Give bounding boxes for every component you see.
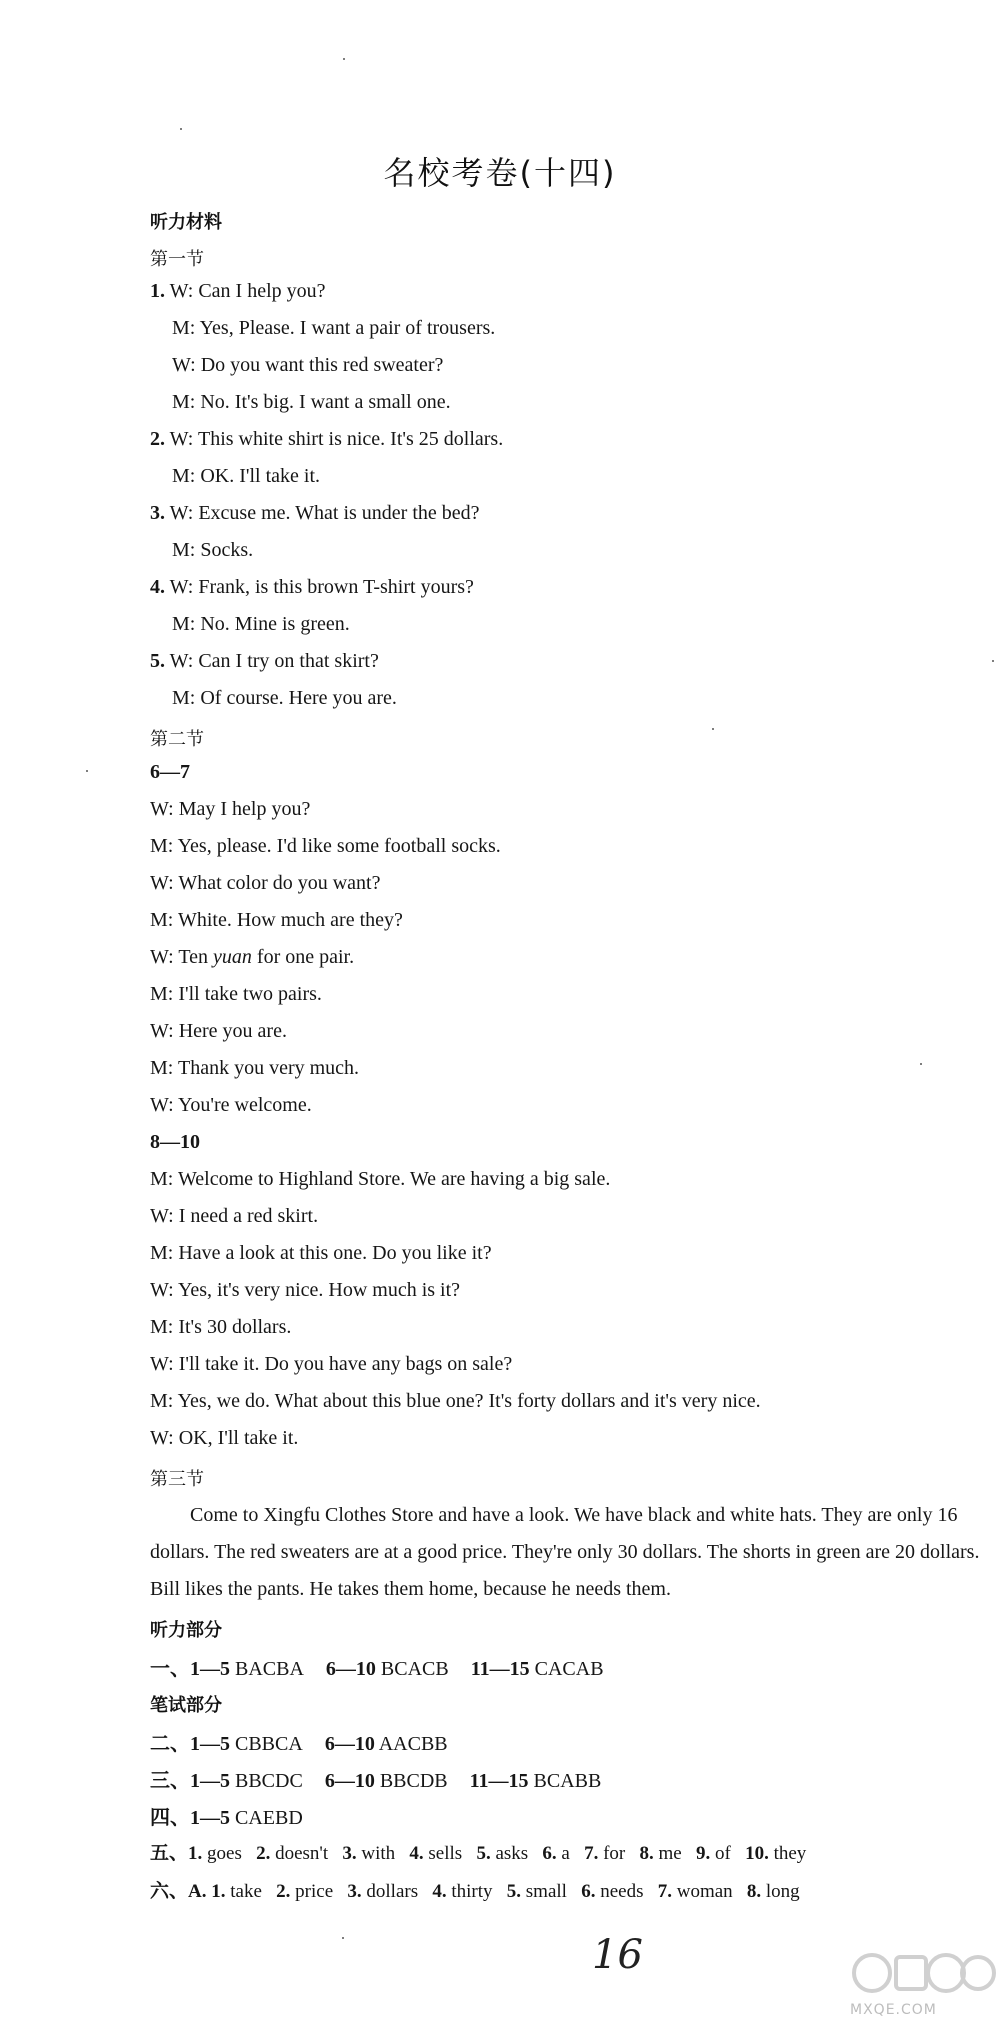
- scan-speck: [712, 728, 714, 730]
- dialog-text: W: Frank, is this brown T-shirt yours?: [169, 576, 474, 598]
- dialog-text: W: Excuse me. What is under the bed?: [169, 502, 480, 524]
- dialog-line: M: Yes, Please. I want a pair of trousers.: [172, 317, 496, 339]
- answer-range: 6—10: [325, 1658, 376, 1680]
- dialog-line: M: Socks.: [172, 539, 254, 561]
- answer-range: 1—5: [190, 1733, 230, 1755]
- answer-word: they: [773, 1843, 807, 1864]
- written-answers-heading: 笔试部分: [150, 1695, 222, 1716]
- answer-num: 5.: [506, 1881, 522, 1902]
- answer-num: 9.: [695, 1843, 711, 1864]
- answer-row-4: [150, 1801, 303, 1830]
- answer-word: goes: [207, 1843, 242, 1864]
- answer-num: 4.: [432, 1881, 447, 1902]
- dialog-line: W: Here you are.: [150, 1020, 287, 1042]
- listening-answers-heading: 听力部分: [150, 1620, 222, 1641]
- item-number: 5.: [150, 650, 165, 672]
- answer-word: long: [765, 1881, 800, 1902]
- dialog-line: W: OK, I'll take it.: [150, 1427, 299, 1449]
- dialog-line: [150, 280, 326, 303]
- dialog-line: W: You're welcome.: [150, 1094, 312, 1116]
- answer-num: 4.: [409, 1843, 424, 1864]
- dialog-line: [150, 576, 474, 599]
- answer-prefix: 一、: [150, 1658, 190, 1680]
- dialog-line: W: May I help you?: [150, 798, 311, 820]
- answer-num: 6.: [581, 1881, 596, 1902]
- dialog-line: [150, 650, 379, 673]
- dialog-line: W: What color do you want?: [150, 872, 381, 894]
- scan-speck: [86, 770, 88, 772]
- answer-row-1: [150, 1652, 604, 1681]
- dialog-line: M: Have a look at this one. Do you like it?: [150, 1242, 492, 1264]
- answer-row-2: [150, 1727, 448, 1756]
- answer-row-3: [150, 1764, 601, 1793]
- dialog-text: W: This white shirt is nice. It's 25 dollars.: [169, 428, 504, 450]
- listening-material-heading: 听力材料: [150, 212, 222, 233]
- answer-range: 1—5: [190, 1658, 230, 1680]
- italic-word: yuan: [213, 946, 252, 968]
- answer-value: BCACB: [380, 1658, 449, 1680]
- item-number: 3.: [150, 502, 165, 524]
- answer-word: asks: [495, 1843, 529, 1864]
- page-number: 16: [592, 1932, 643, 1978]
- item-number: 1.: [150, 280, 165, 302]
- answer-num: 1.: [211, 1881, 226, 1902]
- answer-row-5: [150, 1838, 806, 1865]
- answer-value: CACAB: [534, 1658, 604, 1680]
- item-number: 2.: [150, 428, 165, 450]
- answer-num: 2.: [256, 1843, 271, 1864]
- answer-sub: A.: [188, 1881, 207, 1902]
- answer-range: 1—5: [190, 1770, 230, 1792]
- part2-heading: 第二节: [150, 729, 204, 750]
- scan-speck: [992, 660, 994, 662]
- answer-num: 8.: [746, 1881, 762, 1902]
- answer-num: 5.: [476, 1843, 491, 1864]
- answer-word: for: [603, 1843, 626, 1864]
- scan-speck: [920, 1063, 922, 1065]
- answer-range: 11—15: [470, 1658, 530, 1680]
- dialog-text: W: Ten: [150, 946, 209, 968]
- answer-num: 8.: [639, 1843, 654, 1864]
- dialog-text: W: Can I help you?: [169, 280, 326, 302]
- answer-word: small: [525, 1881, 567, 1902]
- answer-prefix: 四、: [150, 1807, 190, 1829]
- answer-word: a: [561, 1843, 570, 1864]
- dialog-line: W: I need a red skirt.: [150, 1205, 319, 1227]
- scan-speck: [180, 128, 182, 130]
- answer-value: BCABB: [533, 1770, 602, 1792]
- answer-word: thirty: [451, 1881, 493, 1902]
- part1-heading: 第一节: [150, 249, 204, 270]
- answer-value: BBCDC: [235, 1770, 303, 1792]
- passage-paragraph: Come to Xingfu Clothes Store and have a look. We have black and white hats. They are only 16 dollars. The red sweaters are at a good price. They're only 30 dollars. The shorts in green are 20 dollars. Bill likes the pants. He takes them home, because he needs them.: [150, 1504, 980, 1600]
- answer-prefix: 三、: [150, 1770, 190, 1792]
- scan-speck: [343, 58, 345, 60]
- answer-num: 2.: [276, 1881, 291, 1902]
- dialog-line: M: It's 30 dollars.: [150, 1316, 292, 1338]
- answer-value: CAEBD: [235, 1807, 303, 1829]
- dialog-line: [150, 502, 480, 525]
- answer-prefix: 六、: [150, 1881, 189, 1902]
- answer-prefix: 五、: [150, 1843, 189, 1864]
- answer-value: BBCDB: [379, 1770, 448, 1792]
- answer-range: 6—10: [324, 1733, 375, 1755]
- answer-word: sells: [428, 1843, 463, 1864]
- item-number: 4.: [150, 576, 165, 598]
- dialog-line: [150, 428, 503, 451]
- answer-num: 3.: [342, 1843, 357, 1864]
- answer-range: 11—15: [469, 1770, 529, 1792]
- answer-num: 7.: [657, 1881, 672, 1902]
- answer-value: AACBB: [378, 1733, 448, 1755]
- dialog-line: M: Yes, please. I'd like some football socks.: [150, 835, 501, 857]
- dialog-line: M: White. How much are they?: [150, 909, 403, 931]
- part3-heading: 第三节: [150, 1469, 204, 1490]
- group-label: 8—10: [150, 1131, 200, 1153]
- answer-num: 1.: [188, 1843, 203, 1864]
- dialog-line: W: Yes, it's very nice. How much is it?: [150, 1279, 461, 1301]
- answer-word: needs: [600, 1881, 644, 1902]
- answer-row-6: [150, 1876, 800, 1903]
- answer-word: doesn't: [275, 1843, 329, 1864]
- dialog-line: M: Thank you very much.: [150, 1057, 360, 1079]
- scan-speck: [342, 1937, 344, 1939]
- dialog-line: M: No. Mine is green.: [172, 613, 350, 635]
- answer-word: of: [714, 1843, 731, 1864]
- answer-range: 6—10: [324, 1770, 375, 1792]
- answer-word: take: [230, 1881, 262, 1902]
- dialog-line: M: Welcome to Highland Store. We are having a big sale.: [150, 1168, 611, 1190]
- dialog-line: M: OK. I'll take it.: [172, 465, 321, 487]
- answer-word: price: [295, 1881, 334, 1902]
- dialog-line: W: I'll take it. Do you have any bags on sale?: [150, 1353, 513, 1375]
- answer-value: BACBA: [235, 1658, 304, 1680]
- answer-value: CBBCA: [235, 1733, 303, 1755]
- dialog-line: M: No. It's big. I want a small one.: [172, 391, 451, 413]
- dialog-line: M: I'll take two pairs.: [150, 983, 322, 1005]
- answer-num: 6.: [542, 1843, 557, 1864]
- answer-range: 1—5: [190, 1807, 230, 1829]
- answer-num: 7.: [584, 1843, 599, 1864]
- answer-word: me: [658, 1843, 682, 1864]
- answer-word: with: [361, 1843, 396, 1864]
- group-label: 6—7: [150, 761, 190, 783]
- dialog-line: M: Of course. Here you are.: [172, 687, 397, 709]
- dialog-text: for one pair.: [251, 946, 355, 968]
- dialog-line: [150, 946, 354, 969]
- answer-word: dollars: [366, 1881, 419, 1902]
- dialog-line: W: Do you want this red sweater?: [172, 354, 444, 376]
- page-title: 名校考卷(十四): [383, 154, 617, 192]
- answer-word: woman: [676, 1881, 733, 1902]
- watermark-text: MXQE.COM: [850, 2002, 937, 2018]
- answer-num: 3.: [347, 1881, 362, 1902]
- dialog-text: W: Can I try on that skirt?: [169, 650, 379, 672]
- answer-num: 10.: [745, 1843, 769, 1864]
- answer-prefix: 二、: [150, 1733, 190, 1755]
- dialog-line: M: Yes, we do. What about this blue one? It's forty dollars and it's very nice.: [150, 1390, 761, 1412]
